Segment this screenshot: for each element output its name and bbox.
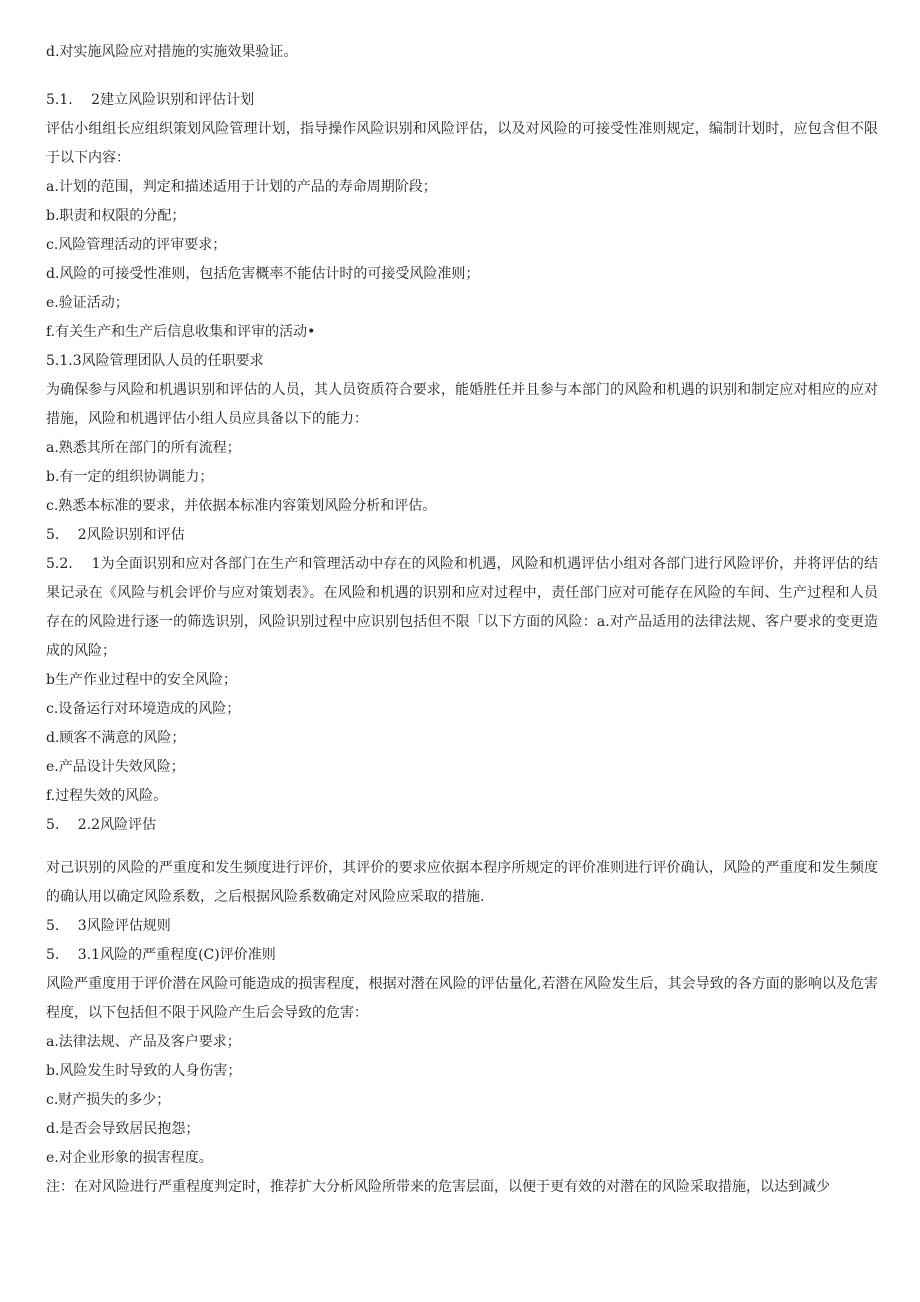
paragraph-qualification: 为确保参与风险和机遇识别和评估的人员，其人员资质符合要求，能婚胜任并且参与本部门的风险和机遇的识别和制定应对相应的应对措施，风险和机遇评估小组人员应具备以下的能力： [46, 382, 878, 427]
list-item: a.法律法规、产品及客户要求； [46, 1034, 241, 1050]
document-page [46, 38, 878, 1202]
list-item: b.风险发生时导致的人身伤害； [46, 1063, 242, 1079]
list-item: b.职责和权限的分配； [46, 208, 186, 224]
paragraph-plan: 评估小组组长应组织策划风险管理计划，指导操作风险识别和风险评估，以及对风险的可接受性准则规定，编制计划时，应包含但不限于以下内容： [46, 121, 878, 166]
list-item: a.熟悉其所在部门的所有流程； [46, 440, 241, 456]
list-item: c.设备运行对环境造成的风险； [46, 701, 241, 717]
list-item: a.计划的范围，判定和描述适用于计划的产品的寿命周期阶段； [46, 179, 437, 195]
list-item: b生产作业过程中的安全风险； [46, 672, 237, 688]
list-item: e.产品设计失效风险； [46, 759, 185, 775]
note-line: 注：在对风险进行严重程度判定时，推荐扩大分析风险所带来的危害层面，以便于更有效的对潜在的风险采取措施，以达到减少 [46, 1179, 830, 1195]
heading-5-2-2: 5. 2.2风险评估 [46, 817, 157, 833]
item-d-verification: d.对实施风险应对措施的实施效果验证。 [46, 44, 298, 60]
paragraph-severity: 风险严重度用于评价潜在风险可能造成的损害程度，根据对潜在风险的评估量化,若潜在风险发生后，其会导致的各方面的影响以及危害程度，以下包括但不限于风险产生后会导致的危害： [46, 976, 878, 1021]
paragraph-evaluation: 对己识别的风险的严重度和发生频度进行评价，其评价的要求应依据本程序所规定的评价准则进行评价确认，风险的严重度和发生频度的确认用以确定风险系数，之后根据风险系数确定对风险应采取的措施. [46, 860, 878, 905]
heading-5-2: 5. 2风险识别和评估 [46, 527, 185, 543]
paragraph-5-2-1: 5.2. 1为全面识别和应对各部门在生产和管理活动中存在的风险和机遇，风险和机遇评估小组对各部门进行风险评价，并将评估的结果记录在《风险与机会评价与应对策划表》。在风险和机遇的识别和应对过程中，责任部门应对可能存在风险的车间、生产过程和人员存在的风险进行逐一的筛选识别，风险识别过程中应识别包括但不限「以下方面的风险：a.对产品适用的法律法规、客户要求的变更造成的风险； [46, 556, 878, 659]
heading-5-3: 5. 3风险评估规则 [46, 918, 171, 934]
list-item: f.有关生产和生产后信息收集和评审的活动• [46, 324, 316, 340]
list-item: e.验证活动； [46, 295, 129, 311]
heading-5-1-2: 5.1. 2建立风险识别和评估计划 [46, 92, 255, 108]
list-item: e.对企业形象的损害程度。 [46, 1150, 213, 1166]
list-item: b.有一定的组织协调能力； [46, 469, 214, 485]
list-item: d.是否会导致居民抱怨； [46, 1121, 200, 1137]
list-item: c.财产损失的多少； [46, 1092, 171, 1108]
heading-5-3-1: 5. 3.1风险的严重程度(C)评价准则 [46, 947, 276, 963]
spacer [46, 840, 878, 854]
list-item: d.顾客不满意的风险； [46, 730, 186, 746]
heading-5-1-3: 5.1.3风险管理团队人员的任职要求 [46, 353, 264, 369]
list-item: c.风险管理活动的评审要求； [46, 237, 227, 253]
spacer [46, 67, 878, 86]
list-item: c.熟悉本标准的要求，并依据本标准内容策划风险分析和评估。 [46, 498, 437, 514]
list-item: f.过程失效的风险。 [46, 788, 168, 804]
list-item: d.风险的可接受性准则，包括危害概率不能估计时的可接受风险准则； [46, 266, 480, 282]
